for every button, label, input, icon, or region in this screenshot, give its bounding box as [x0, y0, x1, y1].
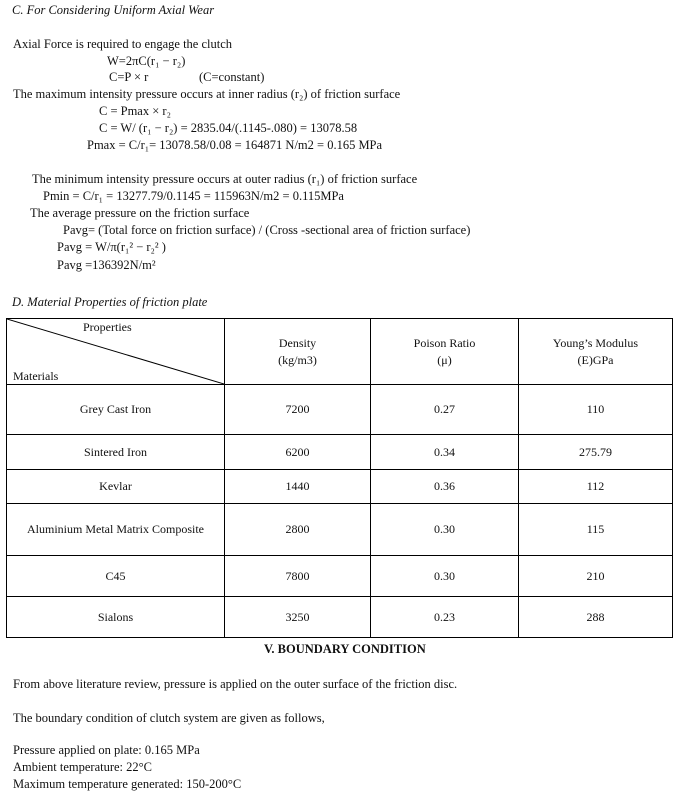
poisson-value: 0.34: [371, 435, 519, 470]
pavg-formula: Pavg = W/π(r₁² − r₂² ): [57, 240, 166, 254]
poisson-value: 0.27: [371, 385, 519, 435]
header-modulus-label: Young’s Modulus: [552, 335, 639, 350]
modulus-value: 275.79: [519, 435, 673, 470]
pmax-equation: Pmax = C/r₁= 13078.58/0.08 = 164871 N/m2 = 0.165 MPa: [87, 138, 383, 152]
modulus-value: 210: [519, 556, 673, 597]
header-poisson: [371, 319, 519, 385]
constant-equation: C=P × r: [109, 70, 149, 84]
modulus-value: 115: [519, 504, 673, 556]
max-pressure-intro: The maximum intensity pressure occurs at inner radius (r₂) of friction surface: [13, 87, 401, 101]
axial-force-intro: Axial Force is required to engage the clutch: [13, 37, 233, 51]
material-properties-table: [6, 318, 673, 638]
boundary-item-ambient: Ambient temperature: 22°C: [13, 760, 152, 774]
modulus-value: 288: [519, 597, 673, 638]
section-c-heading: C. For Considering Uniform Axial Wear: [12, 3, 215, 17]
density-value: 7800: [225, 556, 371, 597]
header-density-unit: (kg/m3): [278, 352, 317, 367]
poisson-value: 0.36: [371, 470, 519, 504]
density-value: 3250: [225, 597, 371, 638]
c-pmax-equation: C = Pmax × r₂: [99, 104, 171, 118]
density-value: 1440: [225, 470, 371, 504]
table-row: [7, 504, 673, 556]
avg-pressure-intro: The average pressure on the friction surface: [30, 206, 250, 220]
poisson-value: 0.23: [371, 597, 519, 638]
table-row: [7, 435, 673, 470]
poisson-value: 0.30: [371, 504, 519, 556]
constant-note: (C=constant): [199, 70, 265, 84]
materials-label: Materials: [13, 369, 59, 383]
pavg-value: Pavg =136392N/m²: [57, 258, 156, 272]
axial-force-equation: W=2πC(r₁ − r₂): [107, 54, 186, 68]
density-value: 6200: [225, 435, 371, 470]
pmin-equation: Pmin = C/r₁ = 13277.79/0.1145 = 115963N/m2 = 0.115MPa: [43, 189, 344, 203]
boundary-paragraph-2: The boundary condition of clutch system are given as follows,: [13, 711, 325, 725]
poisson-value: 0.30: [371, 556, 519, 597]
header-modulus-unit: (E)GPa: [577, 352, 614, 367]
header-modulus: [519, 319, 673, 385]
density-value: 7200: [225, 385, 371, 435]
table-header-row: [7, 319, 673, 385]
header-poisson-label: Poison Ratio: [413, 335, 476, 350]
table-row: [7, 597, 673, 638]
table-row: [7, 385, 673, 435]
table-row: [7, 470, 673, 504]
material-name: Grey Cast Iron: [7, 385, 225, 435]
boundary-item-pressure: Pressure applied on plate: 0.165 MPa: [13, 743, 200, 757]
modulus-value: 110: [519, 385, 673, 435]
material-name: C45: [7, 556, 225, 597]
modulus-value: 112: [519, 470, 673, 504]
boundary-item-max-temp: Maximum temperature generated: 150-200°C: [13, 777, 242, 791]
density-value: 2800: [225, 504, 371, 556]
material-name: Sintered Iron: [7, 435, 225, 470]
section-v-heading: V. BOUNDARY CONDITION: [264, 642, 426, 656]
table-row: [7, 556, 673, 597]
header-density-label: Density: [278, 335, 317, 350]
section-d-heading: D. Material Properties of friction plate: [12, 295, 208, 309]
header-density: [225, 319, 371, 385]
material-name: Aluminium Metal Matrix Composite: [7, 504, 225, 556]
diagonal-header-cell: [7, 319, 225, 385]
material-name: Sialons: [7, 597, 225, 638]
c-value-equation: C = W/ (r₁ − r₂) = 2835.04/(.1145-.080) = 13078.58: [99, 121, 358, 135]
properties-label: Properties: [83, 320, 132, 334]
header-poisson-unit: (μ): [437, 352, 452, 367]
min-pressure-intro: The minimum intensity pressure occurs at outer radius (r₁) of friction surface: [32, 172, 418, 186]
pavg-definition: Pavg= (Total force on friction surface) / (Cross -sectional area of friction surface): [63, 223, 471, 237]
boundary-paragraph-1: From above literature review, pressure is applied on the outer surface of the friction disc.: [13, 677, 458, 691]
material-name: Kevlar: [7, 470, 225, 504]
